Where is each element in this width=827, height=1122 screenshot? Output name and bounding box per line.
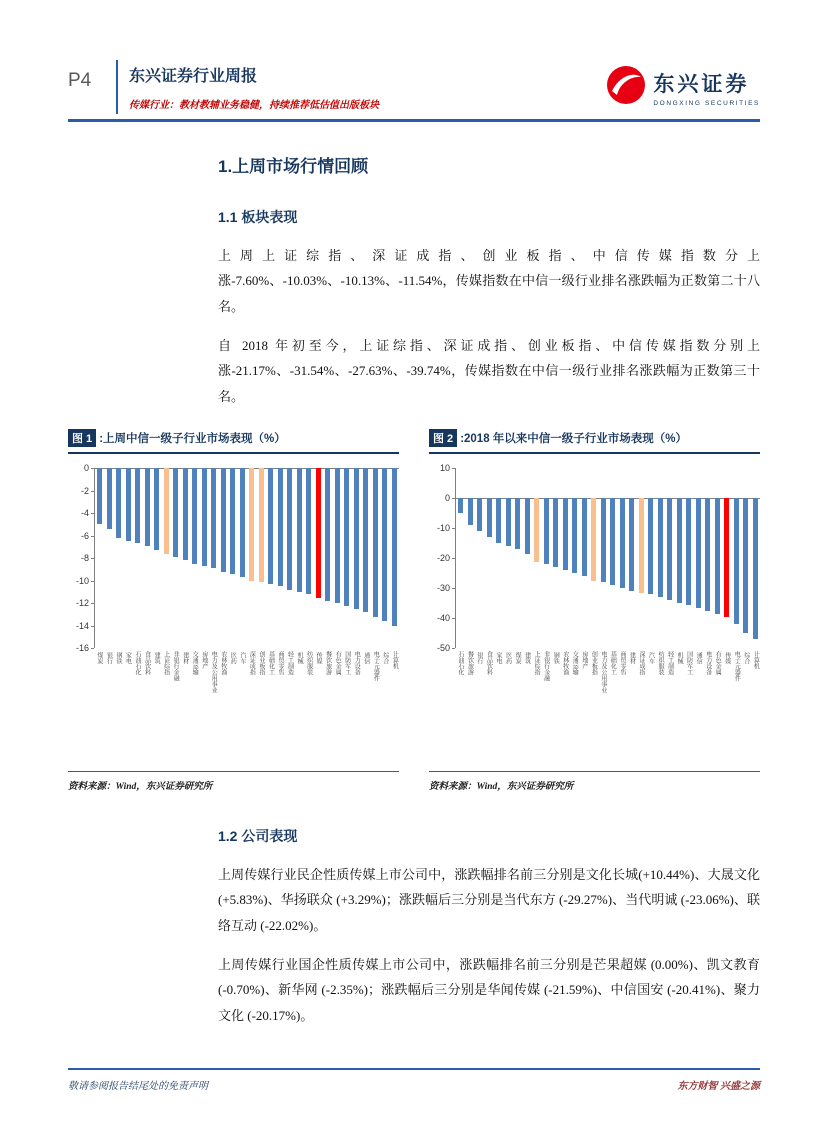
bar-slot <box>523 468 533 648</box>
bar-slot <box>713 468 723 648</box>
x-axis-label: 家电 <box>124 652 131 665</box>
x-axis-label: 综合 <box>742 652 749 665</box>
bar-slot <box>475 468 485 648</box>
bar-slot <box>684 468 694 648</box>
bar-slot <box>513 468 523 648</box>
bar-建筑 <box>525 498 530 554</box>
x-axis-label: 上证综指 <box>162 651 169 676</box>
bar-slot <box>694 468 704 648</box>
figure-1-title-row <box>68 429 399 454</box>
x-axis-label: 电力及公用事业 <box>599 651 606 694</box>
bar-slot <box>741 468 751 648</box>
plot-area <box>455 468 760 648</box>
weekly-industry-bar-chart <box>68 463 399 761</box>
bar-slot <box>589 468 599 648</box>
x-axis-label: 电子元器件 <box>733 651 740 682</box>
bar-slot <box>190 468 200 648</box>
x-axis-label: 餐饮旅游 <box>324 651 331 676</box>
x-axis-label: 纺织服装 <box>305 651 312 676</box>
bar-建筑 <box>154 468 159 550</box>
report-subtitle: 传媒行业：教材教辅业务稳健，持续推荐低估值出版板块 <box>129 100 379 111</box>
bar-银行 <box>477 498 482 531</box>
paragraph-private-companies: 上周传媒行业民企性质传媒上市公司中，涨跌幅排名前三分别是文化长城(+10.44%)、大晟文化 (+5.83%)、华扬联众 (+3.29%)；涨跌幅后三分别是当代东方 (-29.27%)、当代明诚 (-23.06%)、联络互动 (-22.02%)。 <box>218 867 760 933</box>
x-axis-label: 通信 <box>695 652 702 665</box>
bar-国防军工 <box>344 468 349 606</box>
x-axis-label: 交通运输 <box>191 651 198 676</box>
bar-slot <box>314 468 324 648</box>
bar-深证成指 <box>249 468 254 581</box>
x-axis-label: 传媒 <box>315 652 322 665</box>
bar-深证成指 <box>639 498 644 593</box>
paragraph-weekly-indices: 上周上证综指、深证成指、创业板指、中信传媒指数分上涨-7.60%、-10.03%、-10.13%、-11.54%，传媒指数在中信一级行业排名涨跌幅为正数第二十八名。 <box>218 248 760 314</box>
page-header <box>68 60 760 114</box>
bar-上证综指 <box>164 468 169 554</box>
figure-1 <box>68 429 399 792</box>
bar-slot <box>466 468 476 648</box>
plot-column <box>455 468 760 761</box>
bar-轻工制造 <box>287 468 292 590</box>
y-axis-tick: -20 <box>436 553 450 564</box>
bar-餐饮旅游 <box>468 498 473 525</box>
bar-slot <box>532 468 542 648</box>
paragraph-state-companies: 上周传媒行业国企性质传媒上市公司中，涨跌幅排名前三分别是芒果超媒 (0.00%)、凯文教育 (-0.70%)、新华网 (-2.35%)；涨跌幅后三分别是华闻传媒 (-21.59%)、中信国安 (-20.41%)、聚力文化 (-20.17%)。 <box>218 957 760 1023</box>
x-axis-label: 非银行金融 <box>542 651 549 682</box>
main-content <box>68 152 760 1042</box>
x-axis-label: 有色金属 <box>714 651 721 676</box>
logo-text <box>653 68 760 107</box>
bar-纺织服装 <box>658 498 663 597</box>
bar-slot <box>722 468 732 648</box>
bar-slot <box>542 468 552 648</box>
bar-银行 <box>107 468 112 529</box>
bar-交通运输 <box>572 498 577 573</box>
bar-slot <box>380 468 390 648</box>
bar-电力及公用事业 <box>211 468 216 568</box>
bar-slot <box>323 468 333 648</box>
bar-创业板指 <box>259 468 264 582</box>
bar-slot <box>561 468 571 648</box>
bar-slot <box>295 468 305 648</box>
bar-slot <box>162 468 172 648</box>
bar-slot <box>133 468 143 648</box>
x-axis-label: 商贸零售 <box>618 651 625 676</box>
section-1-1-heading: 1.1 板块表现 <box>218 209 298 225</box>
bar-slot <box>95 468 105 648</box>
report-title: 东兴证券行业周报 <box>129 68 258 85</box>
section-1-heading: 1.上周市场行情回顾 <box>218 157 369 176</box>
page-number: P4 <box>68 70 92 91</box>
x-axis-label: 计算机 <box>752 651 759 670</box>
bar-slot <box>646 468 656 648</box>
bar-电力设备 <box>705 498 710 611</box>
bar-slot <box>285 468 295 648</box>
bar-计算机 <box>753 498 758 639</box>
x-axis-label: 家电 <box>495 652 502 665</box>
bar-slot <box>456 468 466 648</box>
bar-slot <box>732 468 742 648</box>
header-titles <box>129 60 606 114</box>
figure-1-source: 资料来源：Wind，东兴证券研究所 <box>68 771 399 792</box>
x-axis-label: 石油石化 <box>134 651 141 676</box>
bar-基础化工 <box>268 468 273 584</box>
bar-医药 <box>230 468 235 574</box>
bar-slot <box>105 468 115 648</box>
bar-房地产 <box>202 468 207 566</box>
bar-煤炭 <box>515 498 520 549</box>
bar-电力及公用事业 <box>601 498 606 582</box>
y-axis-tick: -12 <box>75 598 89 609</box>
x-axis-label: 基础化工 <box>267 651 274 676</box>
footer-disclaimer: 敬请参阅报告结尾处的免责声明 <box>68 1081 208 1092</box>
bar-交通运输 <box>192 468 197 564</box>
bar-slot <box>751 468 761 648</box>
bar-slot <box>304 468 314 648</box>
section-1-2-heading: 1.2 公司表现 <box>218 828 298 845</box>
x-axis-label: 电力及公用事业 <box>210 651 217 694</box>
bar-汽车 <box>648 498 653 594</box>
x-axis-label: 汽车 <box>647 652 654 665</box>
x-axis-label: 石油石化 <box>456 651 463 676</box>
x-axis-label: 银行 <box>105 652 112 665</box>
bar-非银行金融 <box>544 498 549 564</box>
y-axis-tick: 10 <box>439 463 450 474</box>
bar-slot <box>266 468 276 648</box>
y-axis-tick: -4 <box>80 508 89 519</box>
logo-name-en: DONGXING SECURITIES <box>653 99 760 107</box>
x-axis-label: 计算机 <box>391 651 398 670</box>
x-axis-label: 机械 <box>676 652 683 665</box>
bar-建材 <box>183 468 188 560</box>
bar-slot <box>333 468 343 648</box>
plot-column <box>94 468 399 761</box>
y-axis-tick: 0 <box>444 493 450 504</box>
bar-农林牧渔 <box>563 498 568 570</box>
bar-传媒 <box>316 468 321 598</box>
bar-slot <box>637 468 647 648</box>
logo-name-cn: 东兴证券 <box>653 72 750 96</box>
x-axis-label: 基础化工 <box>609 651 616 676</box>
bar-slot <box>675 468 685 648</box>
x-axis-label: 上证综指 <box>533 651 540 676</box>
ytd-industry-bar-chart <box>429 463 760 761</box>
bar-纺织服装 <box>306 468 311 594</box>
y-axis-tick: -14 <box>75 620 89 631</box>
y-axis-tick: -40 <box>436 613 450 624</box>
x-axis-label: 建筑 <box>523 652 530 665</box>
bar-有色金属 <box>335 468 340 603</box>
bar-商贸零售 <box>278 468 283 586</box>
bar-非银行金融 <box>173 468 178 557</box>
y-axis-tick: -2 <box>80 485 89 496</box>
bar-综合 <box>382 468 387 621</box>
x-axis-label: 煤炭 <box>514 652 521 665</box>
bar-slot <box>361 468 371 648</box>
y-axis-tick: -10 <box>436 523 450 534</box>
x-axis-labels <box>455 651 760 761</box>
x-axis-label: 钢铁 <box>552 652 559 665</box>
bar-slot <box>257 468 267 648</box>
bar-slot <box>200 468 210 648</box>
bar-基础化工 <box>610 498 615 585</box>
paragraph-ytd-indices: 自 2018 年初至今，上证综指、深证成指、创业板指、中信传媒指数分别上涨-21.17%、-31.54%、-27.63%、-39.74%，传媒指数在中信一级行业排名涨跌幅为正数第三十名。 <box>218 338 760 404</box>
bar-slot <box>209 468 219 648</box>
x-axis-label: 国防军工 <box>343 651 350 676</box>
y-axis <box>429 463 455 761</box>
y-axis-tickmark <box>452 648 455 649</box>
bar-slot <box>247 468 257 648</box>
bar-房地产 <box>582 498 587 576</box>
bar-电力设备 <box>354 468 359 609</box>
x-axis-labels <box>94 651 399 761</box>
x-axis-label: 煤炭 <box>95 652 102 665</box>
bar-石油石化 <box>458 498 463 513</box>
figures-row <box>68 429 760 792</box>
bar-slot <box>608 468 618 648</box>
x-axis-label: 银行 <box>475 652 482 665</box>
x-axis-label: 综合 <box>381 652 388 665</box>
bar-建材 <box>629 498 634 591</box>
bar-slot <box>152 468 162 648</box>
bar-slot <box>238 468 248 648</box>
bar-综合 <box>743 498 748 633</box>
x-axis-label: 深证成指 <box>638 651 644 676</box>
x-axis-label: 轻工制造 <box>666 651 673 676</box>
figure-2-label: 图 2 <box>429 429 457 447</box>
x-axis-label: 建材 <box>181 652 188 665</box>
x-axis-label: 创业板指 <box>590 651 597 676</box>
bar-家电 <box>496 498 501 543</box>
x-axis-label: 农林牧渔 <box>561 651 568 676</box>
x-axis-label: 创业板指 <box>257 651 264 676</box>
header-divider <box>116 60 118 114</box>
dongxing-emblem-icon <box>606 65 646 110</box>
y-axis-tick: 0 <box>83 463 89 474</box>
x-axis-label: 交通运输 <box>571 651 578 676</box>
bar-计算机 <box>392 468 397 626</box>
figure-1-label: 图 1 <box>68 429 96 447</box>
bar-slot <box>504 468 514 648</box>
x-axis-label: 电子元器件 <box>372 651 379 682</box>
figure-2 <box>429 429 760 792</box>
x-axis-label: 建材 <box>628 652 635 665</box>
x-axis-label: 深证成指 <box>248 651 255 676</box>
bar-slot <box>181 468 191 648</box>
x-axis-label: 农林牧渔 <box>219 651 226 676</box>
bar-通信 <box>696 498 701 608</box>
y-axis-tickmark <box>91 648 94 649</box>
bar-slot <box>114 468 124 648</box>
page-footer <box>68 1068 760 1092</box>
bar-slot <box>618 468 628 648</box>
y-axis-tick: -6 <box>80 530 89 541</box>
bar-家电 <box>126 468 131 541</box>
x-axis-label: 纺织服装 <box>657 651 664 676</box>
figure-2-title-row <box>429 429 760 454</box>
x-axis-label: 食品饮料 <box>143 651 150 676</box>
x-axis-label: 有色金属 <box>334 651 341 676</box>
x-axis-label: 商贸零售 <box>277 651 283 676</box>
x-axis-label: 钢铁 <box>114 652 121 665</box>
bar-有色金属 <box>715 498 720 614</box>
bar-slot <box>276 468 286 648</box>
x-axis-label: 电力设备 <box>704 651 711 676</box>
bar-电子元器件 <box>373 468 378 617</box>
figure-1-title: :上周中信一级子行业市场表现（%） <box>99 433 286 446</box>
y-axis-tick: -8 <box>80 553 89 564</box>
bar-slot <box>627 468 637 648</box>
x-axis-label: 轻工制造 <box>286 651 293 676</box>
bar-电子元器件 <box>734 498 739 624</box>
bar-slot <box>551 468 561 648</box>
figure-2-source: 资料来源：Wind，东兴证券研究所 <box>429 771 760 792</box>
y-axis-tick: -16 <box>75 643 89 654</box>
x-axis-label: 医药 <box>229 652 236 665</box>
bar-煤炭 <box>97 468 102 524</box>
bar-食品饮料 <box>487 498 492 537</box>
x-axis-label: 食品饮料 <box>485 651 492 676</box>
bar-餐饮旅游 <box>325 468 330 601</box>
dongxing-logo <box>606 60 760 114</box>
bar-slot <box>352 468 362 648</box>
bar-slot <box>390 468 400 648</box>
bar-通信 <box>363 468 368 612</box>
bar-slot <box>570 468 580 648</box>
bar-食品饮料 <box>145 468 150 546</box>
bar-slot <box>371 468 381 648</box>
x-axis-label: 传媒 <box>723 652 730 665</box>
bar-slot <box>656 468 666 648</box>
x-axis-label: 通信 <box>362 652 369 665</box>
bar-国防军工 <box>686 498 691 605</box>
header-rule <box>68 119 760 122</box>
bar-机械 <box>677 498 682 603</box>
bar-slot <box>219 468 229 648</box>
footer-slogan: 东方财智 兴盛之源 <box>677 1081 760 1092</box>
x-axis-label: 机械 <box>296 652 303 665</box>
bar-农林牧渔 <box>221 468 226 572</box>
y-axis-tick: -50 <box>436 643 450 654</box>
bar-slot <box>485 468 495 648</box>
x-axis-label: 房地产 <box>200 651 207 670</box>
bar-轻工制造 <box>667 498 672 600</box>
x-axis-label: 非银行金融 <box>172 651 179 682</box>
figure-2-title: :2018 年以来中信一级子行业市场表现（%） <box>460 433 688 446</box>
bar-slot <box>599 468 609 648</box>
bar-钢铁 <box>553 498 558 567</box>
bar-slot <box>494 468 504 648</box>
x-axis-label: 电力设备 <box>353 651 360 676</box>
bar-slot <box>124 468 134 648</box>
bar-slot <box>665 468 675 648</box>
bar-医药 <box>506 498 511 546</box>
x-axis-label: 餐饮旅游 <box>466 651 473 676</box>
x-axis-label: 房地产 <box>580 651 587 670</box>
x-axis-label: 建筑 <box>153 652 160 665</box>
x-axis-label: 汽车 <box>238 652 245 665</box>
y-axis-tick: -30 <box>436 583 450 594</box>
bar-slot <box>580 468 590 648</box>
bar-商贸零售 <box>620 498 625 588</box>
bar-slot <box>228 468 238 648</box>
bar-slot <box>171 468 181 648</box>
bar-钢铁 <box>116 468 121 538</box>
bar-创业板指 <box>591 498 596 581</box>
bar-石油石化 <box>135 468 140 543</box>
y-axis-tick: -10 <box>75 575 89 586</box>
y-axis <box>68 463 94 761</box>
bar-slot <box>143 468 153 648</box>
bar-slot <box>342 468 352 648</box>
bar-slot <box>703 468 713 648</box>
x-axis-label: 医药 <box>504 652 511 665</box>
bar-机械 <box>297 468 302 592</box>
bar-汽车 <box>240 468 245 577</box>
plot-area <box>94 468 399 648</box>
bar-传媒 <box>724 498 729 617</box>
x-axis-label: 国防军工 <box>685 651 692 676</box>
bar-上证综指 <box>534 498 539 562</box>
